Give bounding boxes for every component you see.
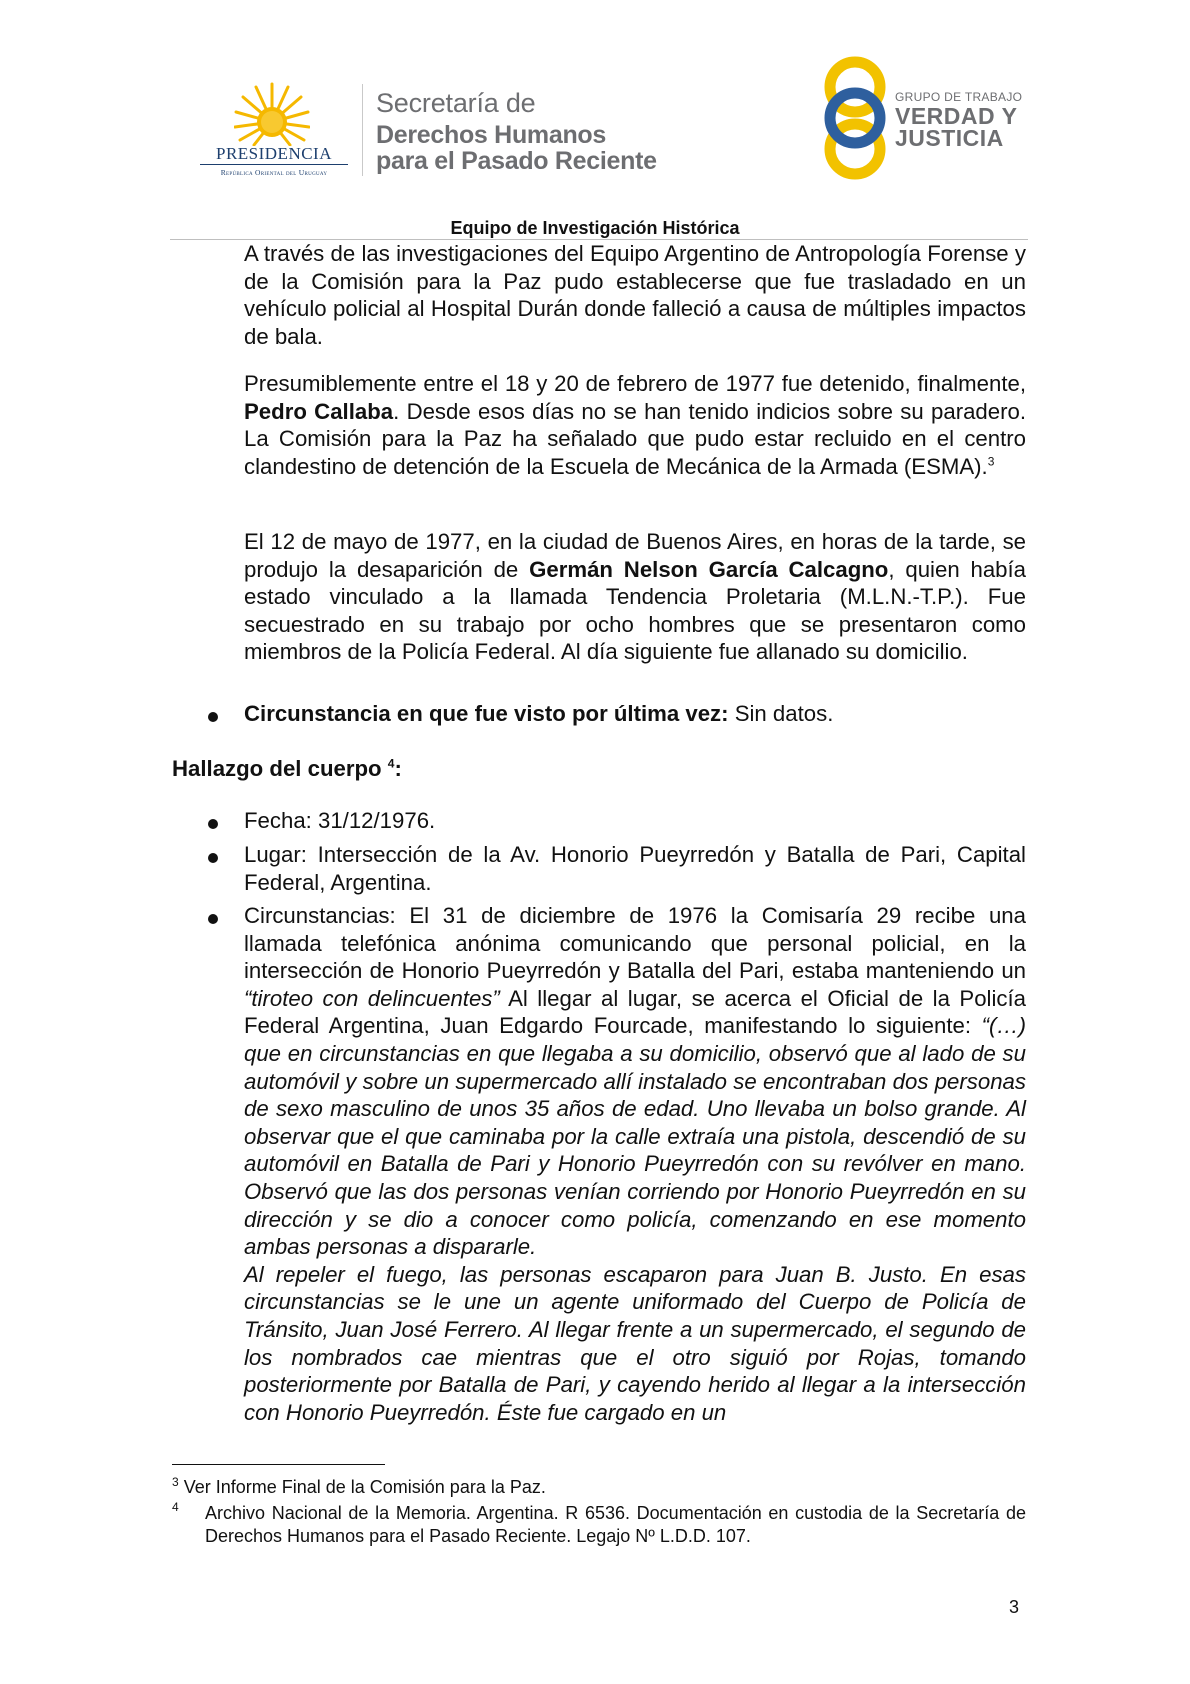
secretaria-title-line3: para el Pasado Reciente xyxy=(376,147,657,175)
footnote-ref[interactable]: 3 xyxy=(987,454,995,469)
secretaria-title-line1: Secretaría de xyxy=(376,88,536,118)
presidencia-logo xyxy=(196,78,356,178)
footnote-4: Archivo Nacional de la Memoria. Argentina. R 6536. Documentación en custodia de la Secretaría de Derechos Humanos para el Pasado Reciente. Legajo Nº L.D.D. 107. xyxy=(205,1503,1026,1546)
presidencia-name: PRESIDENCIA xyxy=(215,144,332,163)
footnote-3: $^3$ Ver Informe Final de la Comisión para la Paz. xyxy=(172,1475,546,1497)
team-title: Equipo de Investigación Histórica xyxy=(450,218,740,238)
bullet-fecha: Fecha: 31/12/1976. xyxy=(244,808,436,833)
quoted-phrase: “tiroteo con delincuentes” xyxy=(244,985,500,1011)
grupo-kicker: GRUPO DE TRABAJO xyxy=(895,90,1023,104)
footnote-4-number: 4 xyxy=(172,1500,179,1514)
secretaria-title-line2: Derechos Humanos xyxy=(376,121,606,149)
bullet-visto-ultima-vez: Circunstancia en que fue visto por última vez: Sin datos. xyxy=(244,701,834,726)
section-heading-hallazgo: Hallazgo del cuerpo $^4$: xyxy=(172,756,402,781)
page-number: 3 xyxy=(1009,1597,1020,1617)
presidencia-rule xyxy=(200,164,348,165)
grupo-title-line2: JUSTICIA xyxy=(895,125,1004,151)
bullet-dot xyxy=(208,819,218,829)
header-divider xyxy=(362,84,363,176)
paragraph-garcia: El 12 de mayo de 1977, en la ciudad de Buenos Aires, en horas de la tarde, se produjo la desaparición de Germán Nelson García Calcagno, quien había estado vinculado a la llamada Tendencia Proletaria (M.L.N.-T.P.). Fue secuestrado en su trabajo por ocho hombres que se presentaron como miembros de la Policía Federal. Al día siguiente fue allanado su domicilio. xyxy=(244,529,1027,665)
person-name: Germán Nelson García Calcagno xyxy=(529,556,889,582)
grupo-title-line1: VERDAD Y xyxy=(895,103,1018,129)
paragraph-callaba: Presumiblemente entre el 18 y 20 de febrero de 1977 fue detenido, finalmente, Pedro Callaba. Desde esos días no se han tenido indicios sobre su paradero. La Comisión para la Paz ha señalado que pudo estar recluido en el centro clandestino de detención de la Escuela de Mecánica de la Armada (ESMA).$^3$ xyxy=(244,371,1027,479)
verdad-justicia-logo-icon xyxy=(822,56,888,180)
sun-emblem-icon xyxy=(234,82,310,146)
paragraph-traslado: A través de las investigaciones del Equipo Argentino de Antropología Forense y de la Comisión para la Paz pudo establecerse que fue trasladado en un vehículo policial al Hospital Durán donde falleció a causa de múltiples impactos de bala. xyxy=(244,241,1026,349)
person-name: Pedro Callaba xyxy=(244,398,394,424)
presidencia-subtitle: República Oriental del Uruguay xyxy=(220,168,328,177)
footnote-ref[interactable]: 4 xyxy=(387,756,395,771)
testimony-quote-continued: Al repeler el fuego, las personas escaparon para Juan B. Justo. En esas circunstancias se le une un agente uniformado del Cuerpo de Policía de Tránsito, Juan José Ferrero. Al llegar frente a un supermercado, el segundo de los nombrados cae mientras que el otro siguió por Rojas, tomando posteriormente por Batalla de Pari, y cayendo herido al llegar a la intersección con Honorio Pueyrredón. Éste fue cargado en un xyxy=(244,1261,1026,1425)
bullet-dot xyxy=(208,853,218,863)
bullet-lugar: Lugar: Intersección de la Av. Honorio Pueyrredón y Batalla de Pari, Capital Federal, Argentina. xyxy=(244,842,1026,895)
bullet-dot xyxy=(208,712,218,722)
footnote-rule xyxy=(172,1464,385,1465)
bullet-circunstancias: Circunstancias: El 31 de diciembre de 1976 la Comisaría 29 recibe una llamada telefónica anónima comunicando que personal policial, en la intersección de Honorio Pueyrredón y Batalla del Pari, estaba manteniendo un “tiroteo con delincuentes” Al llegar al lugar, se acerca el Oficial de la Policía Federal Argentina, Juan Edgardo Fourcade, manifestando lo siguiente: “(…) que en circunstancias en que llegaba a su domicilio, observó que al lado de su automóvil y sobre un supermercado allí instalado se encontraban dos personas de sexo masculino de unos 35 años de edad. Uno llevaba un bolso grande. Al observar que el que caminaba por la calle extraía una pistola, descendió de su automóvil en Batalla de Pari y Honorio Pueyrredón con su revólver en mano. Observó que las dos personas venían corriendo por Honorio Pueyrredón en su dirección y se dio a conocer como policía, comenzando en ese momento ambas personas a dispararle. Al repeler el fuego, las personas escaparon para Juan B. Justo. En esas circunstancias se le une un agente uniformado del Cuerpo de Policía de Tránsito, Juan José Ferrero. Al llegar frente a un supermercado, el segundo de los nombrados cae mientras que el otro siguió por Rojas, tomando posteriormente por Batalla de Pari, y cayendo herido al llegar a la intersección con Honorio Pueyrredón. Éste fue cargado en un xyxy=(244,903,1027,1425)
bullet-dot xyxy=(208,914,218,924)
testimony-quote: “(…) que en circunstancias en que llegaba a su domicilio, observó que al lado de su automóvil y sobre un supermercado allí instalado se encontraban dos personas de sexo masculino de unos 35 años de edad. Uno llevaba un bolso grande. Al observar que el que caminaba por la calle extraía una pistola, descendió de su automóvil en Batalla de Pari y Honorio Pueyrredón con su revólver en mano. Observó que las dos personas venían corriendo por Honorio Pueyrredón en su dirección y se dio a conocer como policía, comenzando en ese momento ambas personas a dispararle. xyxy=(244,1013,1026,1260)
